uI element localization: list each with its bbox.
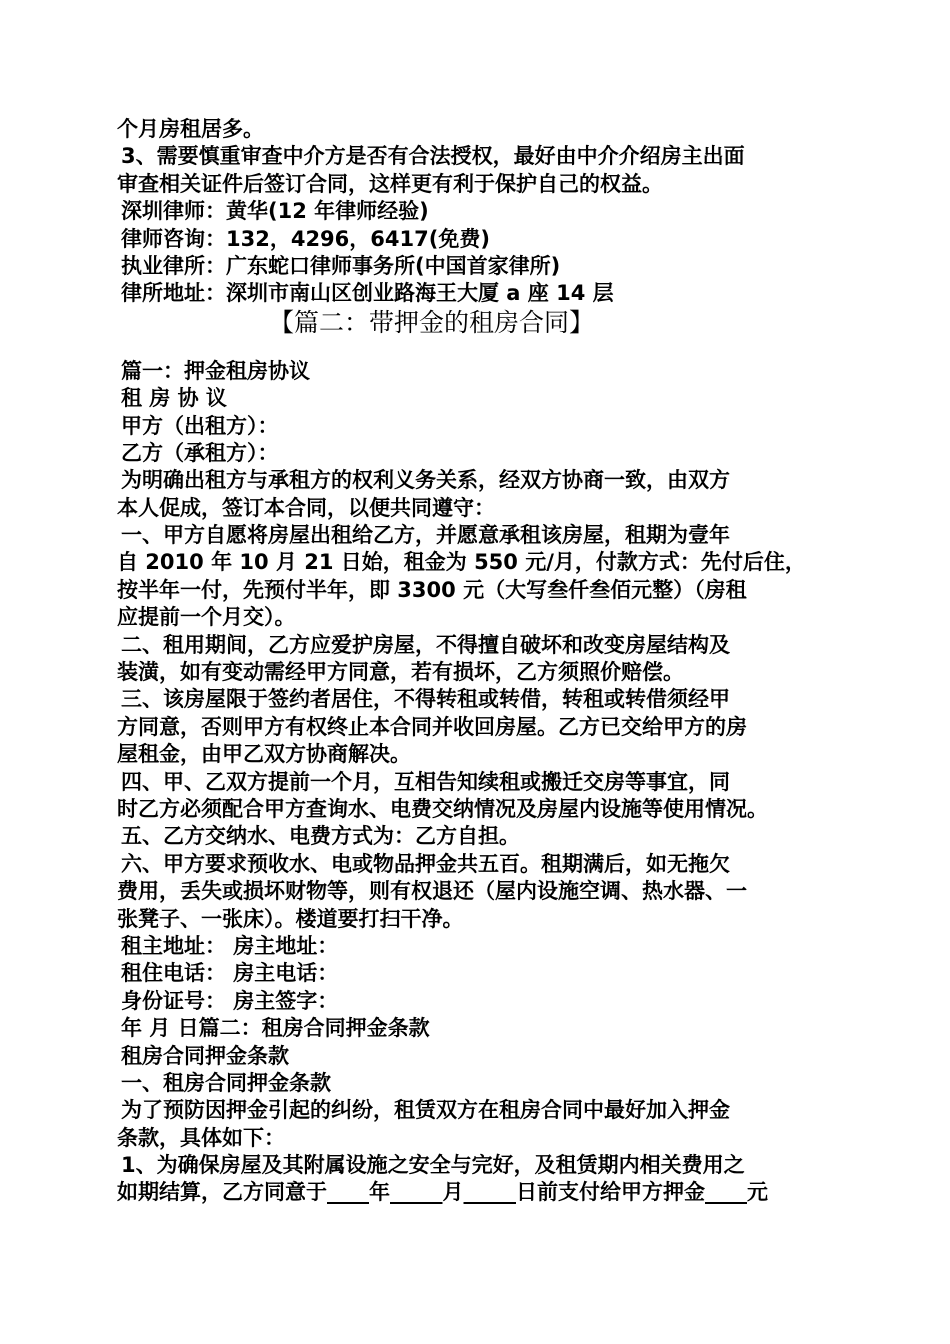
text-line: 1、为确保房屋及其附属设施之安全与完好，及租赁期内相关费用之 bbox=[121, 1153, 745, 1178]
text-line: 为明确出租方与承租方的权利义务关系，经双方协商一致，由双方 bbox=[121, 468, 730, 493]
section-2 bbox=[117, 358, 857, 1207]
text-line: 个月房租居多。 bbox=[117, 117, 264, 141]
document-page bbox=[117, 116, 857, 1207]
text-line: 自 2010 年 10 月 21 日始，租金为 550 元/月，付款方式：先付后住， bbox=[117, 550, 806, 575]
text-line: 审查相关证件后签订合同，这样更有利于保护自己的权益。 bbox=[117, 171, 663, 196]
text-line: 屋租金，由甲乙双方协商解决。 bbox=[117, 742, 411, 767]
text-line: 租主地址： 房主地址： bbox=[121, 933, 339, 958]
text-line: 甲方（出租方）： bbox=[121, 413, 279, 438]
text-line: 二、租用期间，乙方应爱护房屋，不得擅自破坏和改变房屋结构及 bbox=[121, 632, 730, 657]
text-line: 四、甲、乙双方提前一个月，互相告知续租或搬迁交房等事宜，同 bbox=[121, 769, 730, 794]
text-line: 应提前一个月交）。 bbox=[117, 605, 296, 630]
text-line: 租房合同押金条款 bbox=[121, 1043, 289, 1068]
section-1 bbox=[117, 116, 857, 308]
text-line: 时乙方必须配合甲方查询水、电费交纳情况及房屋内设施等使用情况。 bbox=[117, 796, 768, 821]
text-line: 深圳律师：黄华(12 年律师经验) bbox=[121, 199, 429, 224]
text-line: 年 月 日篇二：租房合同押金条款 bbox=[121, 1016, 430, 1041]
text-line: 条款，具体如下： bbox=[117, 1125, 285, 1150]
text-line: 篇一：押金租房协议 bbox=[121, 358, 310, 383]
text-line: 五、乙方交纳水、电费方式为：乙方自担。 bbox=[121, 824, 520, 849]
text-line: 律所地址：深圳市南山区创业路海王大厦 a 座 14 层 bbox=[121, 281, 614, 306]
text-line: 费用，丢失或损坏财物等，则有权退还（屋内设施空调、热水器、一 bbox=[117, 879, 747, 904]
text-line: 一、租房合同押金条款 bbox=[121, 1070, 331, 1095]
text-line: 装潢，如有变动需经甲方同意，若有损坏，乙方须照价赔偿。 bbox=[117, 660, 684, 685]
text-line: 执业律所：广东蛇口律师事务所(中国首家律所) bbox=[121, 253, 561, 278]
text-line: 如期结算，乙方同意于____年_____月_____日前支付给甲方押金____元 bbox=[117, 1180, 768, 1205]
text-line: 为了预防因押金引起的纠纷，租赁双方在租房合同中最好加入押金 bbox=[121, 1098, 730, 1123]
text-line: 方同意，否则甲方有权终止本合同并收回房屋。乙方已交给甲方的房 bbox=[117, 714, 747, 739]
text-line: 六、甲方要求预收水、电或物品押金共五百。租期满后，如无拖欠 bbox=[121, 851, 730, 876]
text-line: 3、需要慎重审查中介方是否有合法授权，最好由中介介绍房主出面 bbox=[121, 144, 745, 169]
text-line: 本人促成，签订本合同，以便共同遵守： bbox=[117, 495, 495, 520]
text-line: 身份证号： 房主签字： bbox=[121, 988, 339, 1013]
text-line: 租 房 协 议 bbox=[121, 386, 227, 411]
text-line: 租住电话： 房主电话： bbox=[121, 961, 339, 986]
text-line: 乙方（承租方）： bbox=[121, 440, 279, 465]
text-line: 一、甲方自愿将房屋出租给乙方，并愿意承租该房屋，租期为壹年 bbox=[121, 523, 730, 548]
text-line: 三、该房屋限于签约者居住，不得转租或转借，转租或转借须经甲 bbox=[121, 687, 730, 712]
section-heading: 【篇二：带押金的租房合同】 bbox=[269, 307, 595, 337]
text-line: 律师咨询：132，4296，6417(免费) bbox=[121, 226, 490, 251]
text-line: 张凳子、一张床）。楼道要打扫干净。 bbox=[117, 906, 464, 931]
text-line: 按半年一付，先预付半年，即 3300 元（大写叁仟叁佰元整）（房租 bbox=[117, 577, 747, 602]
